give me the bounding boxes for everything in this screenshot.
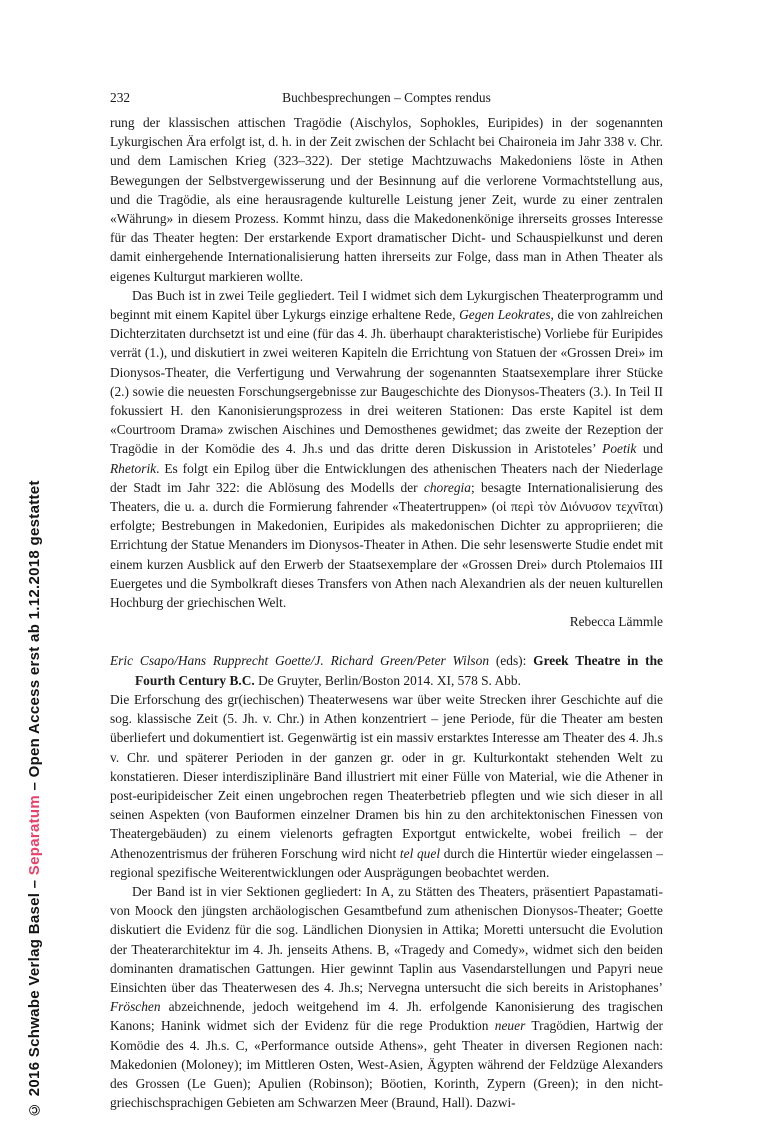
page-header	[110, 88, 663, 107]
page-number: 232	[110, 90, 131, 105]
review2-paragraph-2: Der Band ist in vier Sektionen gegliedert: In A, zu Stätten des Theaters, präsentiert Papastamati-von Moock den jüngsten archäologischen Gesamtbefund zum athenischen Dionysos-Theater; Goette diskutiert die Evidenz für die sog. Ländlichen Dionysien in Attika; Moretti untersucht die Evolution der Theaterarchitektur im 4. Jh. jenseits Athens. B, «Tragedy and Comedy», widmet sich den beiden dominanten dramatischen Gattungen. Hier gewinnt Taplin aus Vasendarstellungen und Papyri neue Einsichten über das Theaterwesen des 4. Jh.s; Nervegna untersucht die sich bereits in Aristophanes’ Fröschen abzeichnende, jedoch weitgehend im 4. Jh. erfolgende Kanonisierung des tragischen Kanons; Hanink widmet sich der Evidenz für die rege Produktion neuer Tragödien, Hartwig der Komödie des 4. Jh.s. C, «Performance outside Athens», geht Theater in diversen Regionen nach: Makedonien (Moloney); im Mittleren Osten, West-Asien, Ägypten während der Feldzüge Alexanders des Grossen (Le Guen); Apulien (Robinson); Böotien, Korinth, Zypern (Green); in den nicht-griechischsprachigen Gebieten am Schwarzen Meer (Braund, Hall). Dazwi-	[110, 883, 663, 1111]
sidebar-copyright-notice: © 2016 Schwabe Verlag Basel – Separatum – Open Access erst ab 1.12.2018 gestattet	[26, 480, 43, 1118]
review1-paragraph-continuation: rung der klassischen attischen Tragödie (Aischylos, Sophokles, Euripides) in der sogenannten Lykurgischen Ära erfolgt ist, d. h. in der Zeit zwischen der Schlacht bei Chaironeia im Jahr 338 v. Chr. und dem Lamischen Krieg (323–322). Der stetige Machtzuwachs Makedoniens löste in Athen Bewegungen der Selbstvergewisserung und der Besinnung auf die verlorene Vormachtstellung aus, und die Tragödie, als eine herausragende kulturelle Leistung jener Zeit, wurde zu einer zentralen «Währung» in diesem Prozess. Kommt hinzu, dass die Makedonenkönige ihrerseits grosses Interesse für das Theater hegten: Der erstarkende Export dramatischer Dicht- und Schauspielkunst und deren damit einhergehende Internationalisierung hatten ihrerseits zur Folge, dass man in Athen Theater als eigenes Kulturgut markieren wollte.	[110, 115, 663, 284]
text-column	[110, 88, 663, 1112]
review2-paragraph-1: Die Erforschung des gr(iechischen) Theaterwesens war über weite Strecken ihrer Geschichte auf die sog. klassische Zeit (5. Jh. v. Chr.) in Athen konzentriert – jene Periode, für die Theater am besten überliefert und dokumentiert ist. Gegenwärtig ist ein massiv erstarktes Interesse am Theater des 4. Jh.s v. Chr. und späterer Perioden in der ganzen gr. oder in gr. Kulturkontakt stehenden Welt zu konstatieren. Dieser interdisziplinäre Band illustriert mit einer Fülle von Material, wie die Athener in post-euripideischer Zeit einen ungebrochen regen Theaterbetrieb pflegten und wie sich dieser in all seinen Aspekten (von Bauformen einzelner Dramen bis hin zu den architektonischen Finessen von Theatergebäuden) zu einem vielenorts gefragten Exportgut entwickelte, wobei freilich – der Athenozentrismus der früheren Forschung wird nicht tel quel durch die Hintertür wieder eingelassen – regional spezifische Weiterentwicklungen oder Ausprägungen beobachtet werden.	[110, 691, 663, 880]
running-head: Buchbesprechungen – Comptes rendus	[282, 90, 491, 105]
review2-book-heading: Eric Csapo/Hans Rupprecht Goette/J. Richard Green/Peter Wilson (eds): Greek Theatre in the Fourth Century B.C. De Gruyter, Berlin/Boston 2014. XI, 578 S. Abb.	[110, 653, 664, 688]
review1-paragraph-2: Das Buch ist in zwei Teile gegliedert. Teil I widmet sich dem Lykurgischen Theaterprogramm und beginnt mit einem Kapitel über Lykurgs einzige erhaltene Rede, Gegen Leokrates, die von zahlreichen Dichterzitaten durchsetzt ist und eine (für das 4. Jh. überhaupt charakteristische) Vorliebe für Euripides verrät (1.), und diskutiert in zwei weiteren Kapiteln die Errichtung von Statuen der «Grossen Drei» im Dionysos-Theater, die Verfertigung und Verwahrung der sogenannten Staatsexemplare ihrer Stücke (2.) sowie die neuesten Forschungsergebnisse zur Baugeschichte des Dionysos-Theaters (3.). In Teil II fokussiert H. den Kanonisierungsprozess in drei weiteren Stationen: Das erste Kapitel ist dem «Courtroom Drama» zwischen Aischines und Demosthenes gewidmet; das zweite der Rezeption der Tragödie in der Komödie des 4. Jh.s und das dritte deren Diskussion in Aristoteles’ Poetik und Rhetorik. Es folgt ein Epilog über die Entwicklungen des athenischen Theaters nach der Niederlage der Stadt im Jahr 322: die Ablösung des Modells der choregia; besagte Internationalisierung des Theaters, die u. a. durch die Formierung fahrender «Theatertruppen» (οἱ περὶ τὸν Διόνυσον τεχνῖται) erfolgte; Bestrebungen in Makedonien, Euripides als makedonischen Dichter zu appropriieren; die Errichtung der Statue Menanders im Dionysos-Theater in Athen. Die sehr lesenswerte Studie endet mit einem kurzen Ausblick auf den Erwerb der Staatsexemplare der «Grossen Drei» durch Ptolemaios III Euergetes und die Symbolkraft dieses Transfers von Athen nach Alexandrien als der neuen kulturellen Hochburg der griechischen Welt.	[110, 287, 664, 611]
review1-reviewer-signature: Rebecca Lämmle	[569, 614, 663, 630]
